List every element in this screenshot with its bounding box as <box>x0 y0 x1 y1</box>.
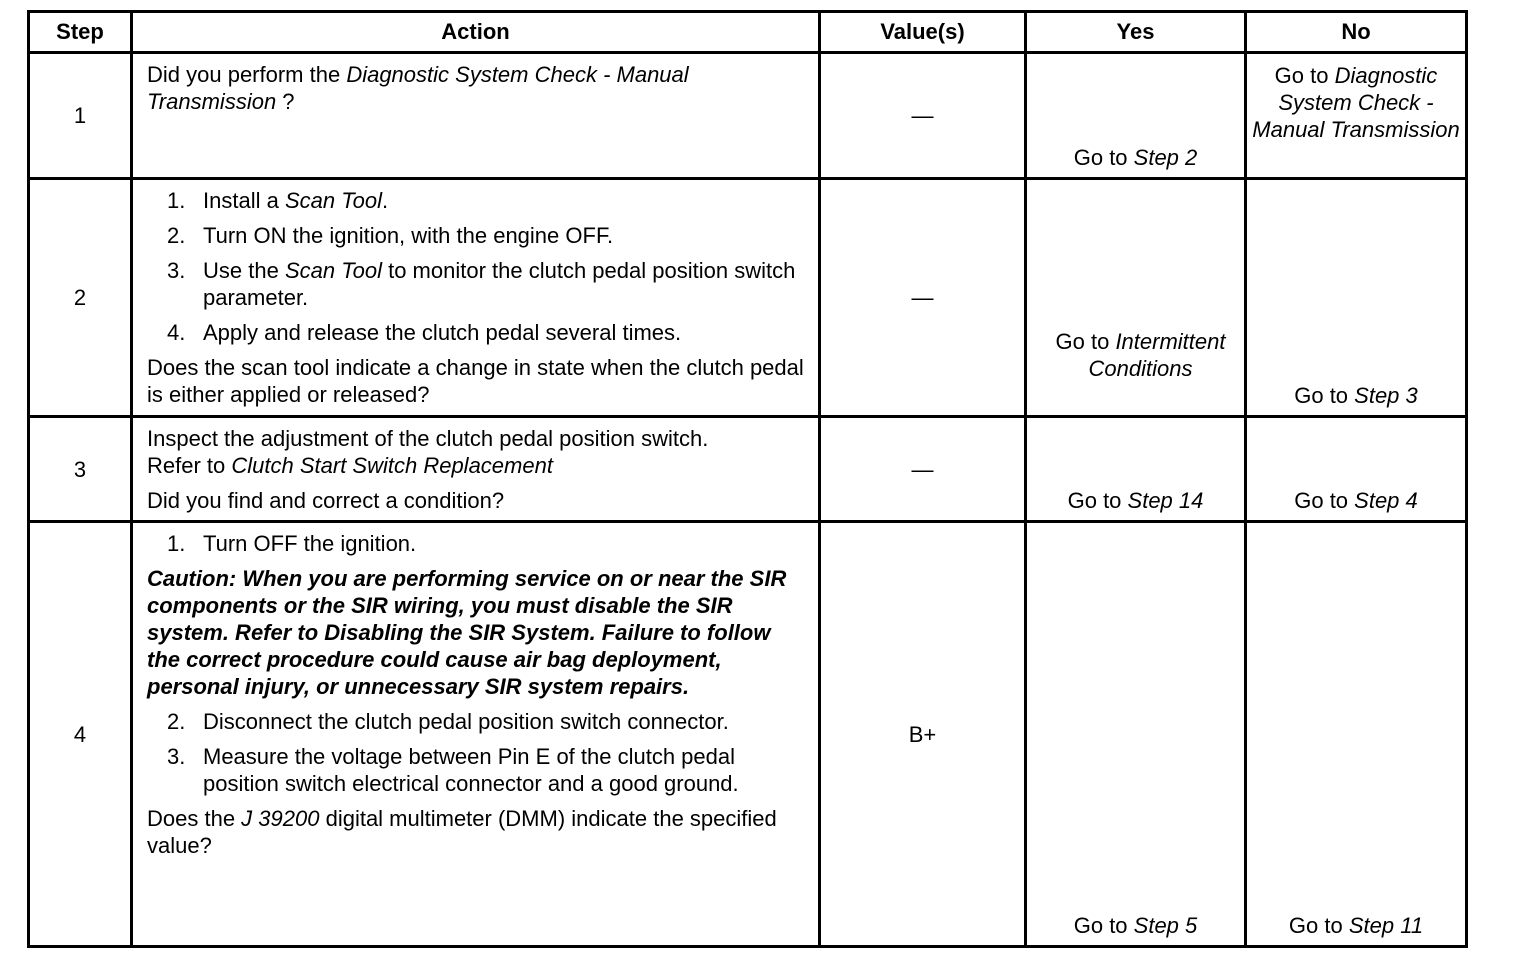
header-row <box>29 12 1467 53</box>
list-item <box>147 187 808 214</box>
yes-goto: Go to <box>1073 145 1134 170</box>
header-values: Value(s) <box>820 12 1026 53</box>
no-ref: Step 3 <box>1354 383 1418 408</box>
list-item <box>147 743 808 797</box>
caution-note: Caution: When you are performing service on or near the SIR components or the SIR wiring, you must disable the SIR system. Refer to Disabling the SIR System. Failure to follow the correct procedure could cause air bag deployment, personal injury, or unnecessary SIR system repairs. <box>147 566 787 699</box>
yes-goto: Go to <box>1073 913 1134 938</box>
yes-result <box>1027 487 1244 514</box>
action-ref-tool: J 39200 <box>241 806 320 831</box>
list-item <box>147 319 808 346</box>
yes-cell <box>1026 522 1246 947</box>
no-cell <box>1246 179 1467 417</box>
yes-cell <box>1026 53 1246 179</box>
step-number: 4 <box>29 522 132 947</box>
action-steps-list <box>147 187 808 346</box>
yes-result <box>1027 912 1244 939</box>
action-text-post: ? <box>276 89 295 114</box>
list-text: Use the <box>203 258 285 283</box>
action-ref-link: Diagnostic System Check - Manual Transmission <box>147 62 689 114</box>
list-ref: Scan Tool <box>284 258 382 283</box>
action-text-pre: Does the <box>147 806 242 831</box>
list-number: 2. <box>167 709 186 734</box>
action-text-pre: Refer to <box>147 453 232 478</box>
list-item <box>147 257 808 311</box>
list-text: Measure the voltage between Pin E of the clutch pedal position switch electrical connector and a good ground. <box>203 744 739 796</box>
header-step: Step <box>29 12 132 53</box>
value-cell: — <box>820 417 1026 522</box>
header-no: No <box>1246 12 1467 53</box>
step-number: 1 <box>29 53 132 179</box>
no-cell <box>1246 53 1467 179</box>
list-number: 1. <box>167 188 186 213</box>
action-ref-link: Clutch Start Switch Replacement <box>231 453 553 478</box>
no-goto: Go to <box>1274 63 1335 88</box>
value-cell: B+ <box>820 522 1026 947</box>
yes-ref: Step 14 <box>1127 488 1204 513</box>
action-question: Does the scan tool indicate a change in state when the clutch pedal is either applied or released? <box>147 355 804 407</box>
list-text: . <box>381 188 389 213</box>
action-text-pre: Did you perform the <box>147 62 347 87</box>
table-row-step-1 <box>29 53 1467 179</box>
yes-cell <box>1026 179 1246 417</box>
yes-result <box>1027 328 1244 382</box>
action-text <box>147 61 808 115</box>
action-cell <box>132 522 820 947</box>
no-goto: Go to <box>1288 913 1349 938</box>
yes-goto: Go to <box>1055 329 1116 354</box>
yes-ref: Intermittent Conditions <box>1088 329 1226 381</box>
list-item <box>147 222 808 249</box>
list-ref: Scan Tool <box>284 188 382 213</box>
list-text: Disconnect the clutch pedal position switch connector. <box>203 709 729 734</box>
list-text: to monitor the clutch pedal position switch parameter. <box>203 258 796 310</box>
yes-cell <box>1026 417 1246 522</box>
no-result <box>1247 487 1465 514</box>
list-text: Install a <box>203 188 285 213</box>
yes-result <box>1027 144 1244 171</box>
table-row-step-2 <box>29 179 1467 417</box>
list-number: 3. <box>167 744 186 769</box>
value-cell: — <box>820 53 1026 179</box>
no-ref: Step 11 <box>1348 913 1424 938</box>
list-number: 4. <box>167 320 186 345</box>
yes-ref: Step 5 <box>1133 913 1198 938</box>
action-refer <box>147 452 808 479</box>
diagnostic-table <box>27 10 1468 948</box>
no-cell <box>1246 417 1467 522</box>
action-steps-list <box>147 530 808 557</box>
no-ref: Diagnostic System Check - Manual Transmission <box>1252 63 1460 142</box>
list-item <box>147 530 808 557</box>
list-number: 2. <box>167 223 186 248</box>
action-question <box>147 805 808 859</box>
action-question: Did you find and correct a condition? <box>147 488 505 513</box>
table-row-step-4 <box>29 522 1467 947</box>
list-number: 1. <box>167 531 186 556</box>
list-item <box>147 708 808 735</box>
no-result <box>1247 912 1465 939</box>
list-text: Turn ON the ignition, with the engine OFF. <box>203 223 614 248</box>
list-text: Turn OFF the ignition. <box>203 531 417 556</box>
yes-ref: Step 2 <box>1133 145 1198 170</box>
step-number: 3 <box>29 417 132 522</box>
header-action: Action <box>132 12 820 53</box>
no-goto: Go to <box>1294 383 1355 408</box>
no-result <box>1247 382 1465 409</box>
action-text: Inspect the adjustment of the clutch pedal position switch. <box>147 426 709 451</box>
header-yes: Yes <box>1026 12 1246 53</box>
list-number: 3. <box>167 258 186 283</box>
action-cell <box>132 179 820 417</box>
action-steps-list <box>147 708 808 797</box>
action-text-post: digital multimeter (DMM) indicate the specified value? <box>147 806 777 858</box>
yes-goto: Go to <box>1067 488 1128 513</box>
value-cell: — <box>820 179 1026 417</box>
no-result <box>1247 54 1465 143</box>
step-number: 2 <box>29 179 132 417</box>
no-goto: Go to <box>1294 488 1355 513</box>
action-cell <box>132 53 820 179</box>
table-row-step-3 <box>29 417 1467 522</box>
no-cell <box>1246 522 1467 947</box>
action-cell <box>132 417 820 522</box>
no-ref: Step 4 <box>1354 488 1418 513</box>
list-text: Apply and release the clutch pedal several times. <box>203 320 682 345</box>
